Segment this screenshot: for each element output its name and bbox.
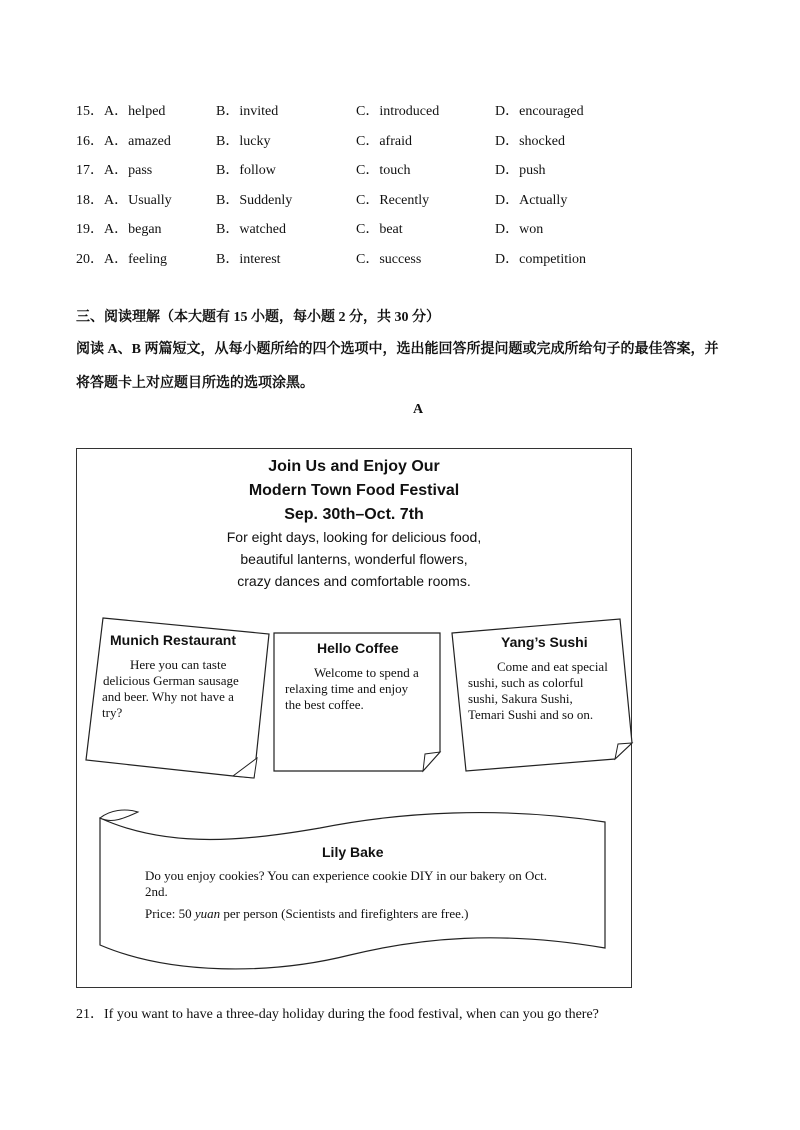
poster-subtitle-line1: For eight days, looking for delicious food, [226, 529, 482, 545]
option-c: C．beat [356, 222, 403, 237]
lily-title: Lily Bake [322, 844, 384, 860]
option-b: B．watched [216, 222, 286, 237]
lily-text-line2: 2nd. [145, 884, 168, 899]
poster-subtitle-line3: crazy dances and comfortable rooms. [237, 573, 471, 589]
sushi-text-line4: Temari Sushi and so on. [468, 707, 594, 722]
sushi-text-line3: sushi, Sakura Sushi, [468, 691, 573, 706]
coffee-title: Hello Coffee [317, 640, 399, 656]
coffee-text-line3: the best coffee. [285, 697, 364, 712]
munich-text-line3: and beer. Why not have a [102, 689, 234, 704]
option-c: C．Recently [356, 193, 430, 208]
option-b: B．Suddenly [216, 193, 293, 208]
option-b: B．follow [216, 163, 276, 178]
lily-price-unit: yuan [194, 906, 221, 921]
option-a: 20．A．feeling [76, 252, 167, 267]
sushi-title: Yang’s Sushi [501, 634, 588, 650]
sushi-text-line1: Come and eat special [497, 659, 608, 674]
munich-title: Munich Restaurant [110, 632, 237, 648]
option-a: 17．A．pass [76, 163, 153, 178]
option-d: D．won [495, 222, 544, 237]
munich-text-line4: try? [102, 705, 123, 720]
option-a: 16．A．amazed [76, 134, 171, 149]
passage-label: A [412, 402, 424, 417]
lily-price-suffix: per person (Scientists and firefighters are free.) [220, 906, 469, 921]
option-b: B．invited [216, 104, 279, 119]
sushi-text-line2: sushi, such as colorful [468, 675, 584, 690]
lily-text-line1: Do you enjoy cookies? You can experience cookie DIY in our bakery on Oct. [145, 868, 548, 883]
option-b: B．lucky [216, 134, 271, 149]
munich-text-line1: Here you can taste [130, 657, 227, 672]
poster-title-line2: Modern Town Food Festival [248, 482, 460, 499]
lily-price-prefix: Price: 50 [145, 906, 195, 921]
munich-text-line2: delicious German sausage [103, 673, 239, 688]
option-b: B．interest [216, 252, 281, 267]
option-a: 19．A．began [76, 222, 162, 237]
option-a: 15．A．helped [76, 104, 166, 119]
option-d: D．push [495, 163, 546, 178]
poster-title-line1: Join Us and Enjoy Our [268, 458, 440, 475]
section-instruction-line1: 阅读 A、B 两篇短文，从每小题所给的四个选项中，选出能回答所提问题或完成所给句子的最佳答案，并 [76, 342, 719, 357]
option-c: C．afraid [356, 134, 412, 149]
option-c: C．success [356, 252, 422, 267]
coffee-text-line2: relaxing time and enjoy [285, 681, 409, 696]
option-d: D．shocked [495, 134, 565, 149]
option-d: D．competition [495, 252, 586, 267]
poster-subtitle-line2: beautiful lanterns, wonderful flowers, [240, 551, 468, 567]
option-a: 18．A．Usually [76, 193, 172, 208]
coffee-text-line1: Welcome to spend a [314, 665, 419, 680]
option-d: D．Actually [495, 193, 568, 208]
option-c: C．introduced [356, 104, 440, 119]
option-c: C．touch [356, 163, 411, 178]
poster-title-dates: Sep. 30th–Oct. 7th [284, 506, 424, 523]
section-instruction-line2: 将答题卡上对应题目所选的选项涂黑。 [76, 376, 314, 391]
lily-price [145, 906, 468, 922]
section-heading: 三、阅读理解（本大题有 15 小题，每小题 2 分，共 30 分） [76, 310, 440, 325]
question-21: 21．If you want to have a three-day holiday during the food festival, when can you go there? [76, 1007, 599, 1022]
option-d: D．encouraged [495, 104, 584, 119]
